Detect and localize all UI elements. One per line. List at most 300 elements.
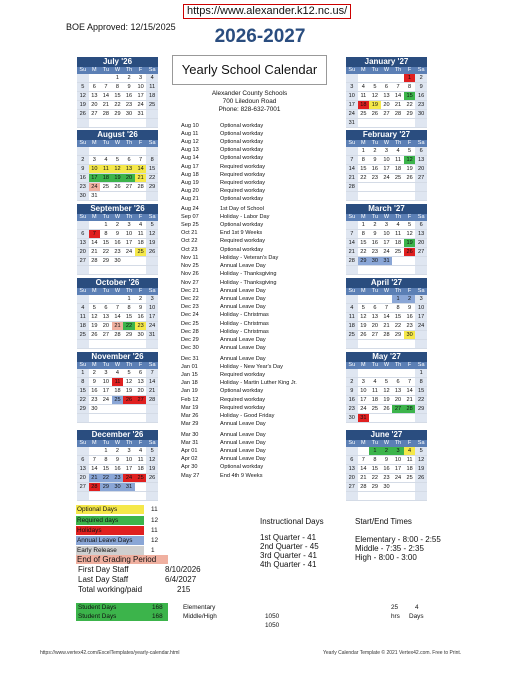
day-cell (415, 266, 427, 274)
day-cell: 21 (135, 174, 147, 182)
week-row (346, 92, 427, 101)
day-cell (358, 447, 370, 455)
day-cell: 6 (139, 370, 143, 376)
event-row (181, 303, 341, 311)
day-cell: 3 (127, 222, 131, 228)
day-cell: 31 (137, 111, 144, 117)
week-row (77, 396, 158, 405)
weekday-label: Su (79, 362, 87, 368)
day-cell: 25 (394, 249, 402, 255)
day-cell (381, 183, 393, 191)
event-date: Mar 26 (181, 412, 199, 419)
weekday-label: Su (79, 214, 87, 220)
day-cell: 12 (404, 156, 416, 164)
weekday-label: Su (348, 440, 356, 446)
day-cell: 11 (395, 231, 401, 237)
weekday-label: Tu (371, 140, 379, 146)
day-cell: 18 (394, 240, 402, 246)
weekday-label: Sa (148, 362, 156, 368)
day-cell: 4 (139, 448, 143, 454)
weekday-label: Tu (102, 140, 110, 146)
day-cell: 30 (114, 258, 121, 264)
day-cell: 16 (415, 92, 427, 100)
day-cell (358, 183, 370, 191)
day-cell: 18 (406, 466, 413, 472)
day-cell: 23 (135, 322, 147, 330)
day-cell: 14 (406, 388, 413, 394)
day-cell: 12 (406, 231, 413, 237)
week-row (346, 221, 427, 230)
day-cell: 24 (102, 397, 110, 403)
day-cell (369, 414, 381, 422)
event-row (181, 431, 341, 439)
day-cell: 8 (104, 231, 108, 237)
event-row (181, 387, 341, 395)
event-row (181, 205, 341, 213)
day-cell: 18 (100, 174, 112, 182)
event-title: Optional workday (220, 246, 264, 253)
times-title: Start/End Times (355, 517, 412, 526)
day-cell: 12 (415, 456, 427, 464)
day-cell: 27 (346, 483, 358, 491)
day-cell: 13 (346, 465, 358, 473)
day-cell: 1 (104, 448, 108, 454)
event-date: Mar 19 (181, 404, 199, 411)
day-cell (392, 183, 404, 191)
day-cell: 19 (91, 323, 98, 329)
week-row (346, 239, 427, 248)
day-cell (381, 295, 393, 303)
event-date: Dec 23 (181, 304, 199, 311)
day-cell: 4 (146, 74, 158, 82)
day-cell: 14 (360, 466, 367, 472)
day-cell: 6 (77, 456, 89, 464)
day-cell: 21 (91, 249, 98, 255)
week-row (77, 295, 158, 304)
day-cell: 27 (371, 332, 379, 338)
day-cell: 5 (384, 379, 389, 385)
day-cell: 31 (123, 483, 135, 491)
week-row (77, 447, 158, 456)
weekday-label: F (138, 288, 143, 294)
month-calendar (77, 204, 158, 275)
day-cell (123, 147, 135, 155)
week-row (346, 295, 427, 304)
weekday-label: Su (348, 214, 356, 220)
day-cell: 20 (394, 397, 402, 403)
month-title: October '26 (77, 278, 158, 288)
week-row (77, 483, 158, 492)
day-cell: 20 (415, 165, 427, 173)
weekday-label: Th (125, 214, 133, 220)
day-cell: 26 (77, 110, 89, 118)
day-cell: 30 (125, 111, 133, 117)
day-cell (100, 492, 112, 500)
day-cell: 8 (361, 231, 365, 237)
weekday-label: Tu (371, 440, 379, 446)
day-cell: 19 (77, 101, 89, 109)
day-cell: 4 (115, 370, 120, 376)
day-cell: 23 (383, 475, 390, 481)
event-row (181, 229, 341, 237)
day-cell (346, 369, 358, 377)
event-date: Aug 10 (181, 123, 199, 129)
day-cell: 22 (415, 396, 427, 404)
weekday-header (346, 362, 427, 369)
day-cell: 6 (346, 456, 358, 464)
day-cell: 3 (104, 370, 108, 376)
event-title: Required workday (220, 372, 266, 379)
district-name: Alexander County Schools (211, 90, 288, 97)
event-date: Nov 26 (181, 270, 199, 277)
day-cell: 4 (361, 84, 365, 90)
event-title: Annual Leave Day (220, 336, 266, 343)
day-cell (392, 340, 404, 348)
day-cell: 14 (346, 239, 358, 247)
day-cell: 24 (360, 406, 367, 412)
legend-early-count: 1 (151, 547, 155, 554)
day-cell: 31 (358, 414, 370, 422)
event-title: Holiday - Veteran's Day (220, 254, 279, 261)
day-cell (392, 369, 404, 377)
day-cell: 7 (89, 230, 101, 238)
day-cell: 27 (383, 111, 390, 117)
day-cell (146, 492, 158, 500)
event-date: Aug 21 (181, 195, 199, 202)
day-cell: 24 (137, 102, 144, 108)
event-date: Aug 12 (181, 139, 199, 146)
footer-link[interactable]: https://www.vertex42.com/ExcelTemplates/yearly-calendar.html (40, 650, 180, 656)
day-cell: 14 (383, 314, 390, 320)
day-cell: 18 (77, 322, 89, 330)
day-cell: 7 (408, 379, 412, 385)
event-date: Mar 31 (181, 440, 199, 447)
day-cell: 5 (127, 370, 131, 376)
week-row (346, 474, 427, 483)
day-cell: 25 (346, 331, 358, 339)
day-cell (404, 369, 416, 377)
event-date: Aug 18 (181, 171, 199, 178)
day-cell: 7 (146, 369, 158, 377)
day-cell: 20 (77, 248, 89, 256)
event-title: Required workday (220, 404, 266, 411)
day-cell: 25 (394, 175, 402, 181)
event-row (181, 328, 341, 336)
day-cell (123, 492, 135, 500)
day-cell: 1 (127, 296, 131, 302)
weekday-label: F (138, 362, 143, 368)
week-row (77, 248, 158, 257)
district-url[interactable]: https://www.alexander.k12.nc.us/ (183, 4, 351, 19)
week-row (346, 304, 427, 313)
day-cell: 2 (404, 295, 416, 303)
weekday-label: M (92, 288, 97, 294)
event-date: Oct 22 (181, 238, 198, 245)
day-cell: 23 (125, 102, 133, 108)
day-cell: 15 (371, 466, 379, 472)
event-row (181, 420, 341, 428)
event-date: Aug 19 (181, 179, 199, 186)
day-cell: 9 (384, 457, 389, 463)
event-title: Holiday - Good Friday (220, 412, 275, 419)
day-cell: 19 (146, 465, 158, 473)
weekday-label: Th (394, 288, 402, 294)
day-cell: 16 (406, 314, 413, 320)
day-cell: 13 (371, 314, 379, 320)
day-cell: 23 (406, 323, 413, 329)
day-cell: 30 (383, 484, 390, 490)
day-cell: 12 (125, 379, 133, 385)
event-title: Optional workday (220, 155, 264, 162)
day-cell: 19 (369, 101, 381, 109)
week-row (346, 174, 427, 183)
day-cell: 13 (77, 465, 89, 473)
weekday-label: Sa (148, 440, 156, 446)
day-cell: 6 (92, 84, 96, 90)
weekday-label: Tu (371, 362, 379, 368)
weekday-label: Sa (417, 67, 425, 73)
event-title: Optional workday (220, 222, 264, 229)
weekday-label: M (361, 140, 366, 146)
day-cell: 15 (102, 466, 110, 472)
day-cell: 16 (114, 466, 121, 472)
weekday-label: Su (79, 67, 87, 73)
day-cell: 27 (91, 111, 98, 117)
day-cell (112, 414, 124, 422)
event-date: Aug 24 (181, 206, 199, 212)
day-cell: 6 (415, 147, 427, 155)
week-row (346, 322, 427, 331)
week-row (346, 83, 427, 92)
day-cell: 12 (146, 456, 158, 464)
day-cell (100, 74, 112, 82)
week-row (346, 230, 427, 239)
week-row (346, 110, 427, 119)
day-cell: 3 (415, 295, 427, 303)
event-date: Sep 25 (181, 222, 199, 229)
day-cell: 25 (112, 396, 124, 404)
weekday-label: W (114, 362, 121, 368)
weekday-label: Sa (148, 214, 156, 220)
day-cell (346, 447, 358, 455)
day-cell: 9 (415, 83, 427, 91)
event-title: End 4th 9 Weeks (220, 472, 263, 479)
day-cell: 15 (415, 387, 427, 395)
event-row (181, 371, 341, 379)
minutes-row-3: 1050 (265, 622, 280, 629)
day-cell (415, 119, 427, 127)
day-cell (146, 266, 158, 274)
day-cell: 28 (114, 332, 121, 338)
day-cell (404, 257, 416, 265)
day-cell: 26 (146, 474, 158, 482)
day-cell: 10 (383, 231, 390, 237)
event-row (181, 320, 341, 328)
day-cell: 5 (408, 222, 412, 228)
day-cell (100, 192, 112, 200)
day-cell (346, 147, 358, 155)
event-date: Dec 24 (181, 312, 199, 319)
day-cell: 7 (92, 457, 96, 463)
day-cell (381, 192, 393, 200)
day-cell (404, 483, 416, 491)
day-cell (369, 74, 381, 82)
day-cell: 18 (146, 92, 158, 100)
day-cell (112, 340, 124, 348)
month-calendar (77, 352, 158, 423)
day-cell: 29 (394, 332, 402, 338)
weekday-label: Sa (148, 140, 156, 146)
event-row (181, 336, 341, 344)
quarter-2: 2nd Quarter - 45 (260, 542, 319, 551)
event-date: Feb 12 (181, 396, 199, 403)
week-row (346, 483, 427, 492)
day-cell: 1 (361, 222, 365, 228)
week-row (346, 74, 427, 83)
weekday-label: Tu (102, 214, 110, 220)
weekday-label: F (138, 140, 143, 146)
week-row (77, 101, 158, 110)
day-cell (100, 340, 112, 348)
calendar-title: Yearly School Calendar (172, 55, 327, 85)
day-cell (404, 414, 416, 422)
day-cell: 24 (346, 110, 358, 118)
day-cell: 23 (91, 397, 98, 403)
day-cell: 28 (146, 396, 158, 404)
event-date: Dec 30 (181, 344, 199, 351)
weekday-label: M (361, 67, 366, 73)
day-cell: 25 (406, 475, 413, 481)
event-date: Dec 28 (181, 328, 199, 335)
week-row (77, 313, 158, 322)
day-cell (369, 119, 381, 127)
day-cell: 21 (89, 474, 101, 482)
day-cell: 12 (360, 314, 367, 320)
week-row (346, 369, 427, 378)
weekday-label: W (114, 67, 121, 73)
weekday-label: W (383, 288, 390, 294)
day-cell (358, 119, 370, 127)
week-row (346, 101, 427, 110)
day-cell: 5 (373, 84, 377, 90)
day-cell (135, 119, 147, 127)
day-cell: 5 (146, 221, 158, 229)
event-title: Required workday (220, 187, 266, 194)
day-cell (146, 119, 158, 127)
event-row (181, 404, 341, 412)
day-cell: 10 (125, 457, 133, 463)
last-day-value: 6/4/2027 (165, 575, 197, 584)
event-row (181, 246, 341, 254)
day-cell: 6 (373, 305, 377, 311)
month-title: September '26 (77, 204, 158, 214)
day-cell (369, 340, 381, 348)
day-cell: 9 (115, 231, 120, 237)
day-cell: 9 (92, 379, 96, 385)
day-cell: 10 (346, 92, 358, 100)
day-cell: 20 (91, 102, 98, 108)
event-row (181, 262, 341, 270)
day-cell (358, 492, 370, 500)
day-cell: 11 (372, 388, 378, 394)
day-cell: 30 (346, 414, 358, 422)
week-row (77, 369, 158, 378)
weekday-label: Th (125, 362, 133, 368)
day-cell: 30 (369, 257, 381, 265)
day-cell: 7 (384, 305, 389, 311)
day-cell: 24 (123, 474, 135, 482)
day-cell (135, 257, 147, 265)
day-cell: 18 (394, 166, 402, 172)
day-cell: 10 (125, 231, 133, 237)
month-calendar (346, 204, 427, 275)
day-cell: 24 (383, 175, 390, 181)
day-cell: 15 (404, 92, 416, 100)
day-cell: 10 (415, 304, 427, 312)
event-row (181, 122, 341, 130)
week-row (77, 83, 158, 92)
day-cell: 24 (383, 249, 390, 255)
weekday-label: Tu (371, 67, 379, 73)
day-cell: 26 (371, 111, 379, 117)
day-cell (146, 483, 158, 491)
day-cell: 9 (373, 231, 377, 237)
total-label: Total working/paid (78, 585, 143, 594)
month-calendar (346, 430, 427, 501)
day-cell: 28 (137, 184, 144, 190)
day-cell: 26 (415, 474, 427, 482)
week-row (346, 119, 427, 128)
day-cell: 1 (77, 369, 89, 377)
level-elementary: Elementary (183, 604, 216, 611)
day-cell: 27 (125, 184, 133, 190)
day-cell: 31 (91, 193, 98, 199)
day-cell: 9 (408, 305, 412, 311)
day-cell (112, 295, 124, 303)
day-cell (358, 369, 370, 377)
day-cell: 2 (346, 378, 358, 386)
event-date: Dec 29 (181, 336, 199, 343)
legend-optional: Optional Days (76, 505, 144, 514)
day-cell (415, 414, 427, 422)
day-cell: 13 (137, 379, 144, 385)
weekday-header (77, 214, 158, 221)
day-cell (123, 192, 135, 200)
day-cell: 6 (415, 221, 427, 229)
day-cell (112, 266, 124, 274)
event-title: Holiday - Thanksgiving (220, 270, 277, 277)
weekday-label: M (92, 140, 97, 146)
weekday-label: Th (394, 214, 402, 220)
footer-copyright: Yearly Calendar Template © 2021 Vertex42.com. Free to Print. (323, 650, 462, 656)
day-cell (77, 266, 89, 274)
weekday-label: F (407, 67, 412, 73)
day-cell: 25 (135, 474, 147, 482)
event-title: Optional workday (220, 464, 264, 471)
month-calendar (346, 130, 427, 201)
day-cell: 9 (77, 165, 89, 173)
day-cell: 19 (360, 323, 367, 329)
week-row (77, 110, 158, 119)
week-row (77, 257, 158, 266)
day-cell: 17 (146, 313, 158, 321)
weekday-label: Su (79, 288, 87, 294)
week-row (346, 414, 427, 423)
first-day-label: First Day Staff (78, 565, 129, 574)
day-cell: 21 (112, 322, 124, 330)
day-cell: 15 (146, 165, 158, 173)
day-cell: 27 (415, 248, 427, 256)
